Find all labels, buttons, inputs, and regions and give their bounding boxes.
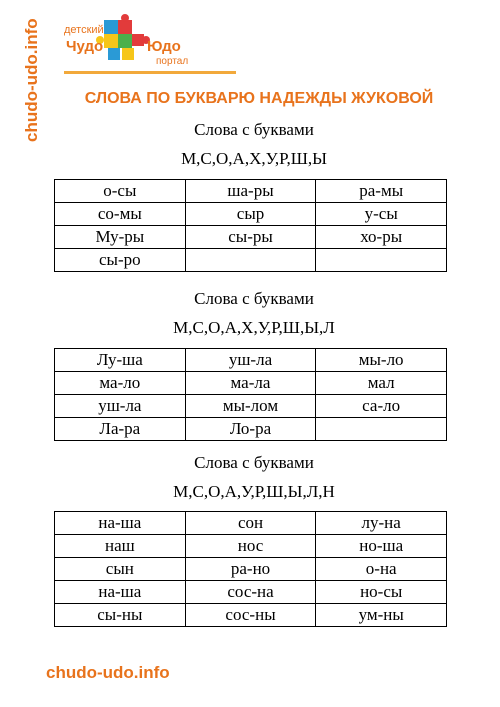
word-cell: уш-ла xyxy=(185,349,316,372)
word-cell: о-сы xyxy=(55,180,186,203)
word-cell: ра-но xyxy=(185,558,316,581)
word-cell: сыр xyxy=(185,203,316,226)
word-cell: на-ша xyxy=(55,512,186,535)
table-row xyxy=(55,581,447,604)
logo-line2a: Чудо xyxy=(66,38,104,55)
word-cell: со-мы xyxy=(55,203,186,226)
word-cell: на-ша xyxy=(55,581,186,604)
word-cell: сы-ры xyxy=(185,226,316,249)
section-1-table xyxy=(54,179,447,272)
table-row xyxy=(55,249,447,272)
word-cell: мы-ло xyxy=(316,349,447,372)
side-watermark-text: chudo-udo.info xyxy=(22,18,41,142)
word-cell: но-сы xyxy=(316,581,447,604)
word-cell: ма-ла xyxy=(185,372,316,395)
site-logo[interactable] xyxy=(64,14,214,72)
word-cell: нос xyxy=(185,535,316,558)
word-cell: Ла-ра xyxy=(55,418,186,441)
word-cell: ма-ло xyxy=(55,372,186,395)
word-cell: Му-ры xyxy=(55,226,186,249)
logo-divider xyxy=(64,71,236,74)
word-cell: но-ша xyxy=(316,535,447,558)
table-row xyxy=(55,203,447,226)
word-cell: ра-мы xyxy=(316,180,447,203)
word-cell: са-ло xyxy=(316,395,447,418)
table-row xyxy=(55,226,447,249)
table-row xyxy=(55,395,447,418)
table-row xyxy=(55,512,447,535)
word-cell: Лу-ша xyxy=(55,349,186,372)
section-1-letters: М,С,О,А,Х,У,Р,Ш,Ы xyxy=(181,149,327,168)
section-3-table xyxy=(54,511,447,627)
word-cell: мал xyxy=(316,372,447,395)
table-row xyxy=(55,558,447,581)
word-cell: лу-на xyxy=(316,512,447,535)
logo-line1: детский xyxy=(64,24,104,36)
word-cell: сы-ны xyxy=(55,604,186,627)
word-cell: сы-ро xyxy=(55,249,186,272)
section-1-title: Слова с буквами xyxy=(194,120,314,139)
word-cell: уш-ла xyxy=(55,395,186,418)
table-row xyxy=(55,418,447,441)
word-cell: мы-лом xyxy=(185,395,316,418)
table-row xyxy=(55,372,447,395)
table-row xyxy=(55,604,447,627)
word-cell: сос-ны xyxy=(185,604,316,627)
word-cell: о-на xyxy=(316,558,447,581)
word-cell: ша-ры xyxy=(185,180,316,203)
logo-line3: портал xyxy=(156,56,189,67)
word-cell: хо-ры xyxy=(316,226,447,249)
word-cell: Ло-ра xyxy=(185,418,316,441)
word-cell: сон xyxy=(185,512,316,535)
word-cell: у-сы xyxy=(316,203,447,226)
page-heading: СЛОВА ПО БУКВАРЮ НАДЕЖДЫ ЖУКОВОЙ xyxy=(84,90,434,107)
table-row xyxy=(55,349,447,372)
word-cell: ум-ны xyxy=(316,604,447,627)
side-watermark xyxy=(22,18,50,142)
section-3-letters: М,С,О,А,У,Р,Ш,Ы,Л,Н xyxy=(173,482,335,501)
word-cell: сын xyxy=(55,558,186,581)
word-cell: сос-на xyxy=(185,581,316,604)
table-row xyxy=(55,535,447,558)
section-2-letters: М,С,О,А,Х,У,Р,Ш,Ы,Л xyxy=(173,318,335,337)
word-cell xyxy=(316,418,447,441)
word-cell xyxy=(316,249,447,272)
section-3-title: Слова с буквами xyxy=(194,453,314,472)
table-row xyxy=(55,180,447,203)
word-cell xyxy=(185,249,316,272)
footer-site-link[interactable]: chudo-udo.info xyxy=(46,663,170,682)
section-2-table xyxy=(54,348,447,441)
logo-line2b: Юдо xyxy=(147,38,181,55)
word-cell: наш xyxy=(55,535,186,558)
section-2-title: Слова с буквами xyxy=(194,289,314,308)
